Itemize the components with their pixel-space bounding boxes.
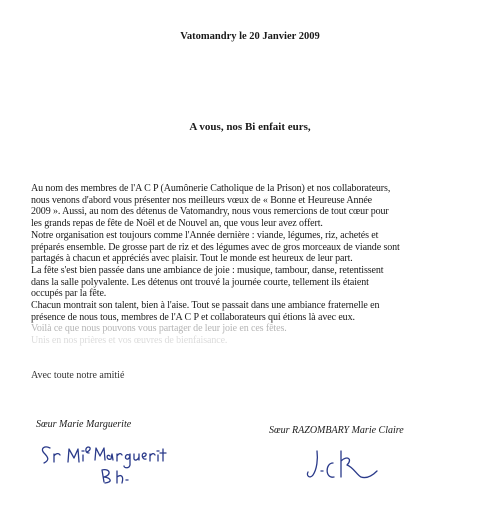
body-line: présence de nous tous, membres de l'A C P et collaborateurs qui étions là avec eux.: [31, 311, 355, 323]
body-line: La fête s'est bien passée dans une ambiance de joie : musique, tambour, danse, retentissent: [31, 264, 384, 276]
signatory-right-name: Sœur RAZOMBARY Marie Claire: [269, 425, 404, 436]
letter-salutation: A vous, nos Bi enfait eurs,: [189, 121, 311, 133]
body-line: nous venons d'abord vous présenter nos meilleurs vœux de « Bonne et Heureuse Année: [31, 194, 373, 206]
signatory-left-name: Sœur Marie Marguerite: [36, 419, 132, 430]
body-line: 2009 ». Aussi, au nom des détenus de Vatomandry, nous vous remercions de tout cœur pour: [31, 206, 389, 218]
body-line-faded: Voilà ce que nous pouvons vous partager de leur joie en ces fêtes.: [31, 323, 287, 335]
letter-closing: Avec toute notre amitié: [31, 370, 125, 381]
body-line: les grands repas de fête de Noël et de Nouvel an, que vous leur avez offert.: [31, 218, 323, 230]
body-line: Chacun montrait son talent, bien à l'aise. Tout se passait dans une ambiance fraternelle en: [31, 300, 380, 312]
handwritten-signature-left: [38, 440, 168, 488]
letter-date: Vatomandry le 20 Janvier 2009: [180, 31, 320, 42]
body-line: partagés à chacun et appréciés avec plaisir. Tout le monde est heureux de leur part.: [31, 253, 353, 265]
body-line: occupés par la fête.: [31, 288, 107, 300]
body-line-faded: Unis en nos prières et vos œuvres de bienfaisance.: [31, 335, 228, 347]
body-line: Au nom des membres de l'A C P (Aumônerie Catholique de la Prison) et nos collaborateurs,: [31, 183, 391, 194]
body-line: dans la salle polyvalente. Les détenus ont trouvé la journée courte, tellement ils étaient: [31, 276, 369, 288]
letter-body: [31, 183, 471, 347]
body-line: préparés ensemble. De grosse part de riz et des légumes avec de gros morceaux de viande sont: [31, 241, 400, 253]
body-line: Notre organisation est toujours comme l'Année dernière : viande, légumes, riz, achetés et: [31, 229, 379, 241]
handwritten-signature-right: [303, 445, 383, 485]
